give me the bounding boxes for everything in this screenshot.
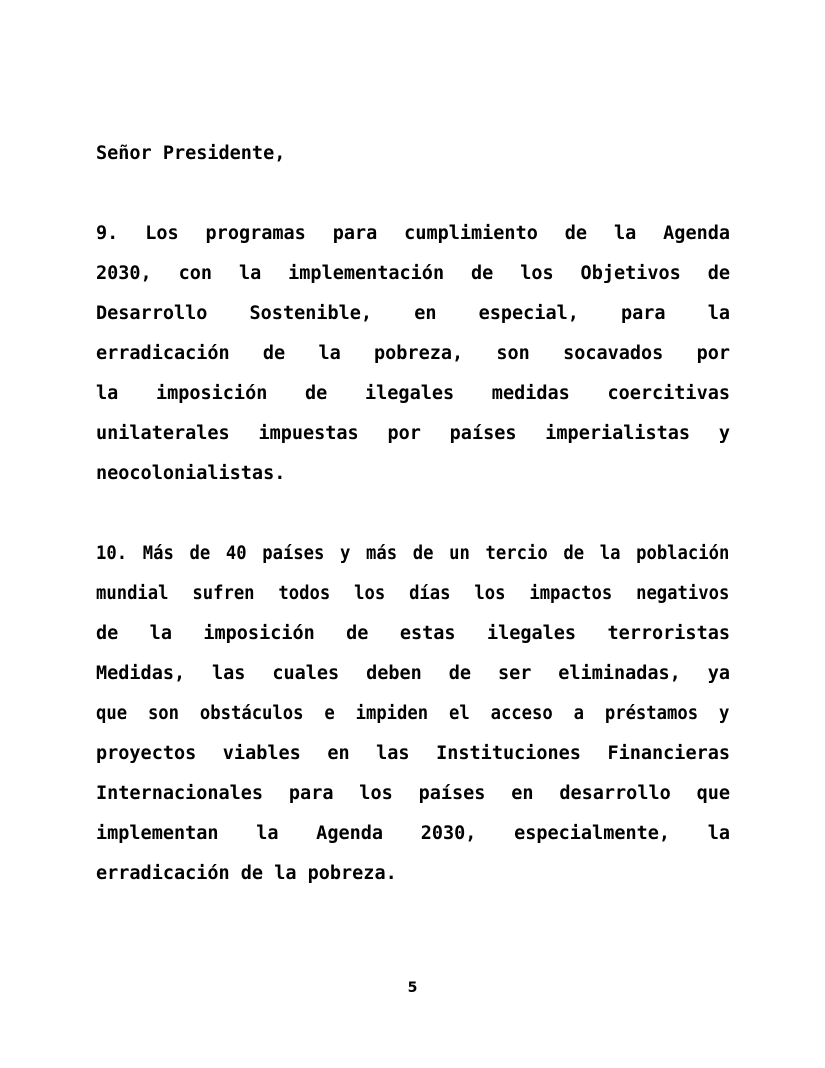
salutation-block bbox=[96, 134, 730, 174]
paragraph-line: mundial sufren todos los días los impactos negativos bbox=[96, 583, 730, 604]
paragraph-10 bbox=[96, 534, 730, 894]
paragraph-9 bbox=[96, 214, 730, 494]
paragraph-line: erradicación de la pobreza, son socavados por bbox=[96, 343, 730, 364]
paragraph-line: de la imposición de estas ilegales terroristas bbox=[96, 623, 730, 644]
paragraph-line: implementan la Agenda 2030, especialmente, la bbox=[96, 823, 730, 844]
paragraph-line: neocolonialistas. bbox=[96, 463, 286, 484]
paragraph-line: 2030, con la implementación de los Objetivos de bbox=[96, 263, 730, 284]
paragraph-line: que son obstáculos e impiden el acceso a préstamos y bbox=[96, 703, 730, 724]
paragraph-line: la imposición de ilegales medidas coercitivas bbox=[96, 383, 730, 404]
paragraph-line: 9. Los programas para cumplimiento de la Agenda bbox=[96, 223, 730, 244]
paragraph-line: Medidas, las cuales deben de ser eliminadas, ya bbox=[96, 663, 730, 684]
paragraph-line: erradicación de la pobreza. bbox=[96, 863, 397, 884]
paragraph-line: Desarrollo Sostenible, en especial, para la bbox=[96, 303, 730, 324]
paragraph-line: proyectos viables en las Instituciones Financieras bbox=[96, 743, 730, 764]
paragraph-line: Internacionales para los países en desarrollo que bbox=[96, 783, 730, 804]
page-number: 5 bbox=[407, 980, 418, 996]
salutation: Señor Presidente, bbox=[96, 143, 286, 164]
paragraph-line: 10. Más de 40 países y más de un tercio de la población bbox=[96, 543, 730, 564]
paragraph-line: unilaterales impuestas por países imperialistas y bbox=[96, 423, 730, 444]
